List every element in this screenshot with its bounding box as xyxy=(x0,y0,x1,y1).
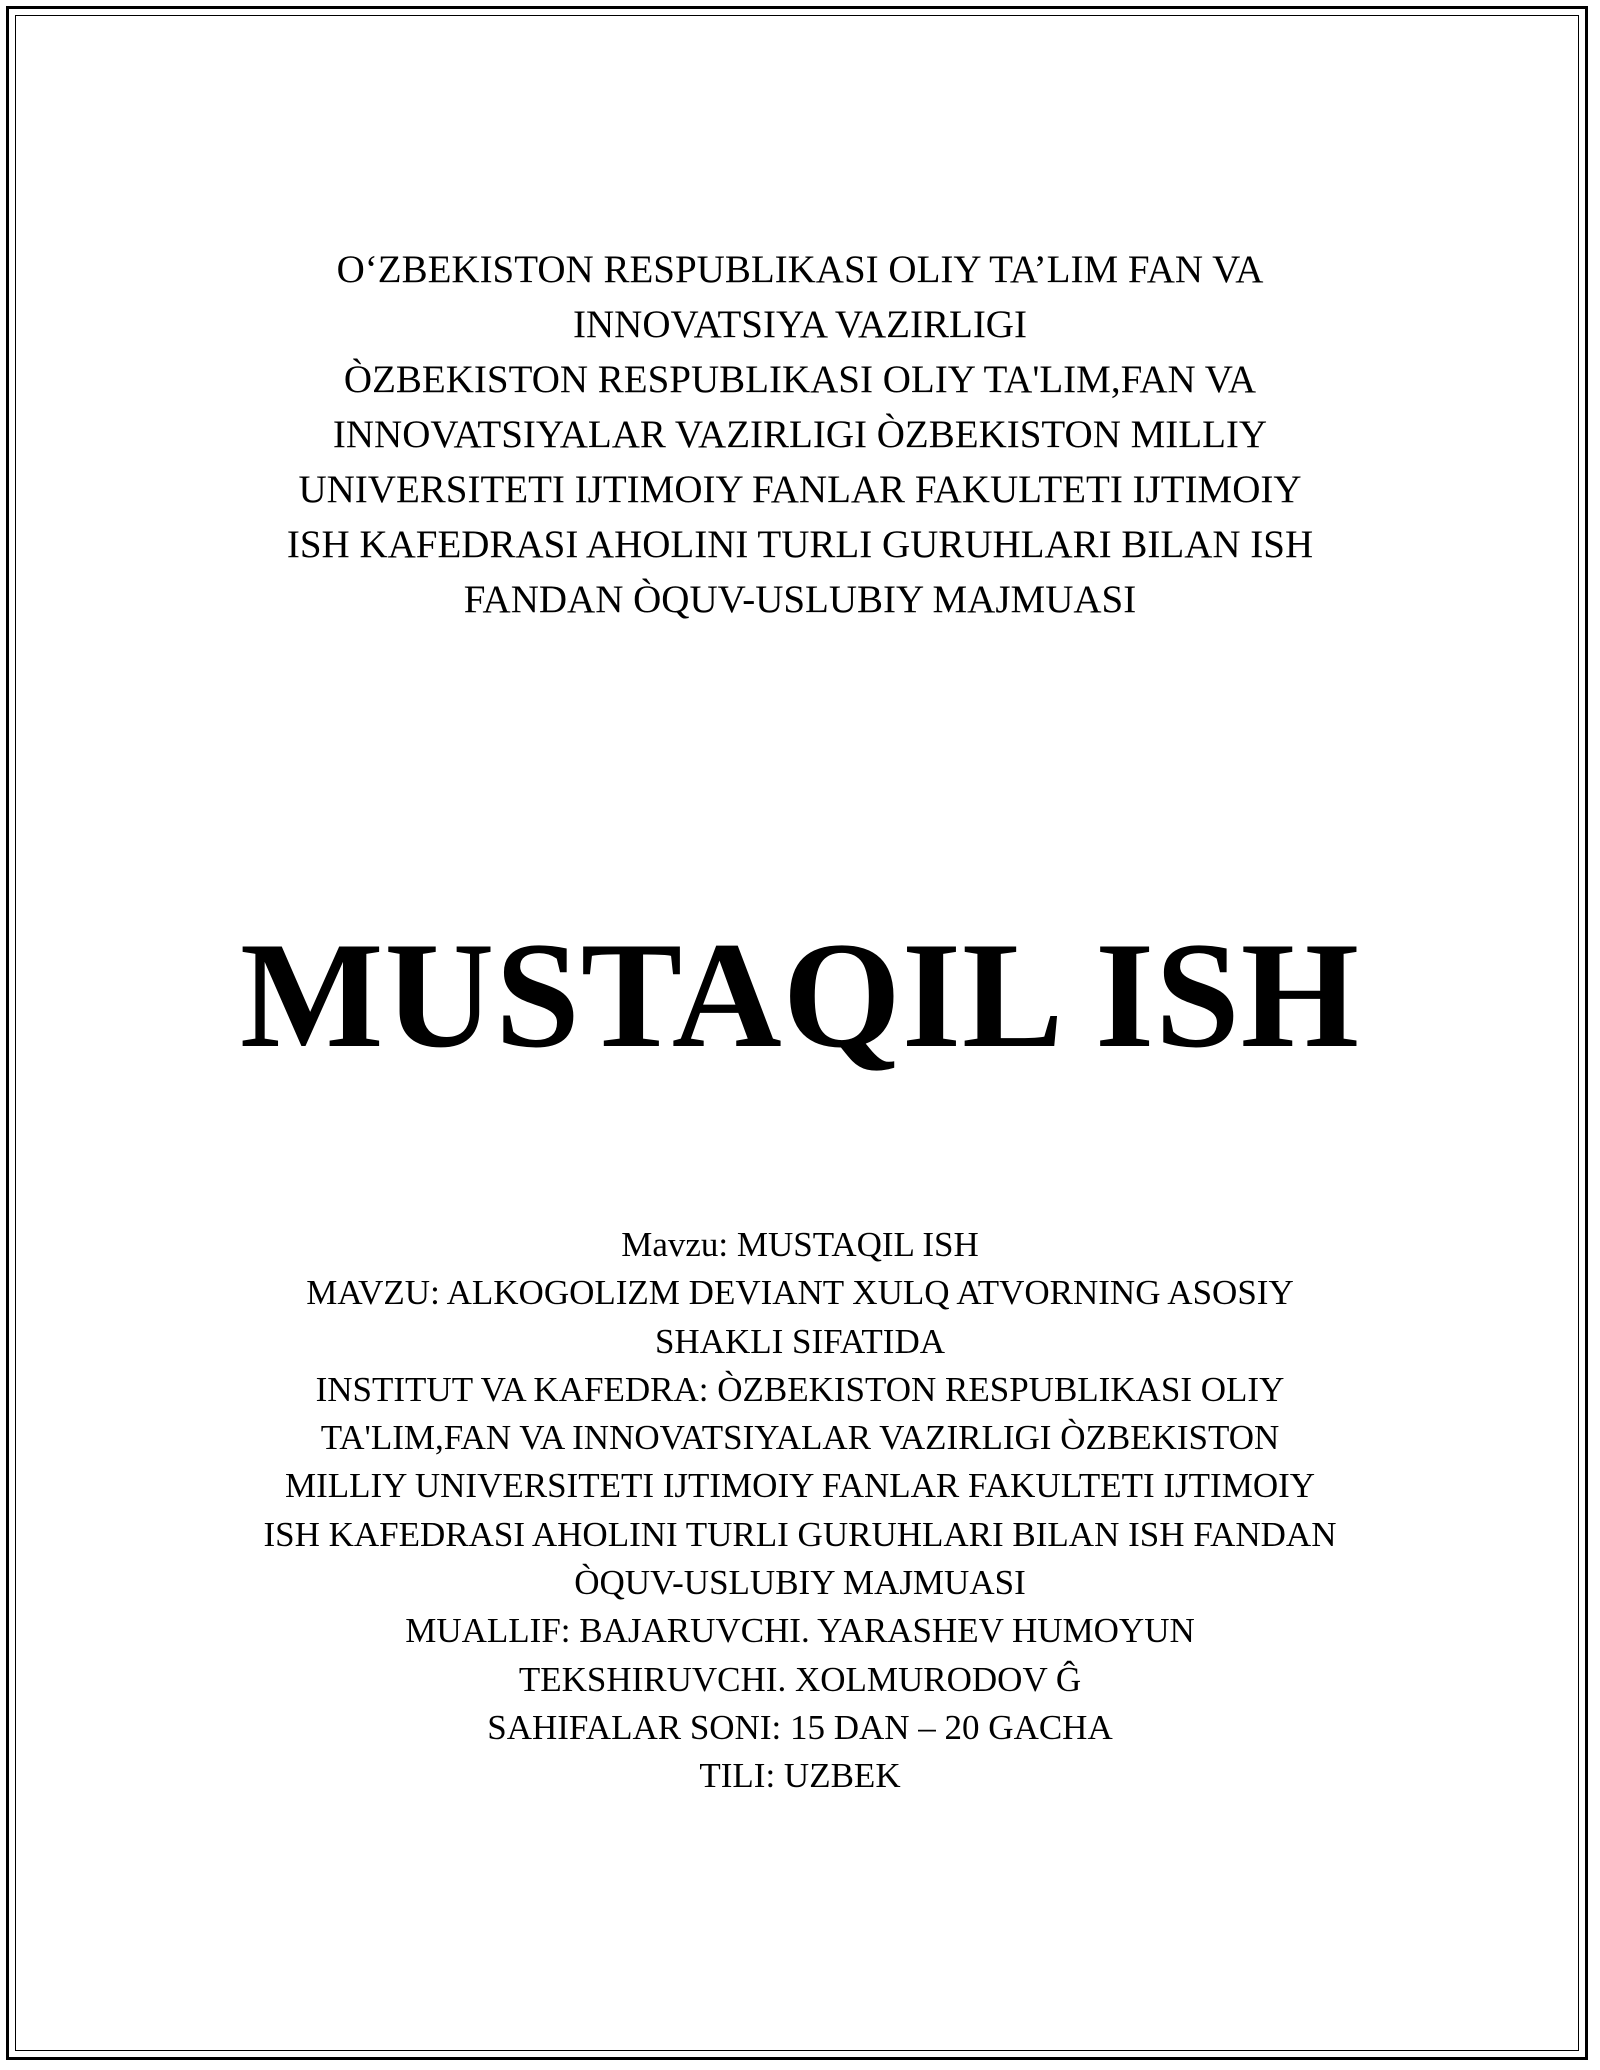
header-line: O‘ZBEKISTON RESPUBLIKASI OLIY TA’LIM FAN VA xyxy=(336,248,1264,291)
info-institute-cont: TA'LIM,FAN VA INNOVATSIYALAR VAZIRLIGI ÒZBEKISTON xyxy=(320,1418,1280,1458)
info-institute-cont: ISH KAFEDRASI AHOLINI TURLI GURUHLARI BILAN ISH FANDAN xyxy=(263,1514,1337,1554)
info-page-count: SAHIFALAR SONI: 15 DAN – 20 GACHA xyxy=(487,1707,1113,1747)
header-line: INNOVATSIYALAR VAZIRLIGI ÒZBEKISTON MILLIY xyxy=(332,413,1268,456)
header-line: INNOVATSIYA VAZIRLIGI xyxy=(573,303,1027,346)
info-reviewer: TEKSHIRUVCHI. XOLMURODOV Ĝ xyxy=(518,1659,1082,1699)
info-author: MUALLIF: BAJARUVCHI. YARASHEV HUMOYUN xyxy=(405,1611,1195,1651)
header-line: UNIVERSITETI IJTIMOIY FANLAR FAKULTETI IJTIMOIY xyxy=(298,468,1302,511)
info-topic: MAVZU: ALKOGOLIZM DEVIANT XULQ ATVORNING ASOSIY xyxy=(306,1273,1294,1313)
info-topic-short: Mavzu: MUSTAQIL ISH xyxy=(621,1225,979,1264)
header-line: ISH KAFEDRASI AHOLINI TURLI GURUHLARI BILAN ISH xyxy=(286,523,1314,566)
header-line: ÒZBEKISTON RESPUBLIKASI OLIY TA'LIM,FAN VA xyxy=(343,358,1257,401)
ministry-header xyxy=(200,242,1400,627)
document-info xyxy=(150,1221,1450,1801)
info-institute-cont: MILLIY UNIVERSITETI IJTIMOIY FANLAR FAKULTETI IJTIMOIY xyxy=(284,1466,1316,1506)
info-language: TILI: UZBEK xyxy=(699,1756,901,1796)
info-institute: INSTITUT VA KAFEDRA: ÒZBEKISTON RESPUBLIKASI OLIY xyxy=(315,1369,1285,1409)
document-title: MUSTAQIL ISH xyxy=(240,911,1360,1079)
info-topic-cont: SHAKLI SIFATIDA xyxy=(654,1321,946,1361)
header-line: FANDAN ÒQUV-USLUBIY MAJMUASI xyxy=(463,578,1137,621)
info-institute-cont: ÒQUV-USLUBIY MAJMUASI xyxy=(574,1563,1026,1603)
